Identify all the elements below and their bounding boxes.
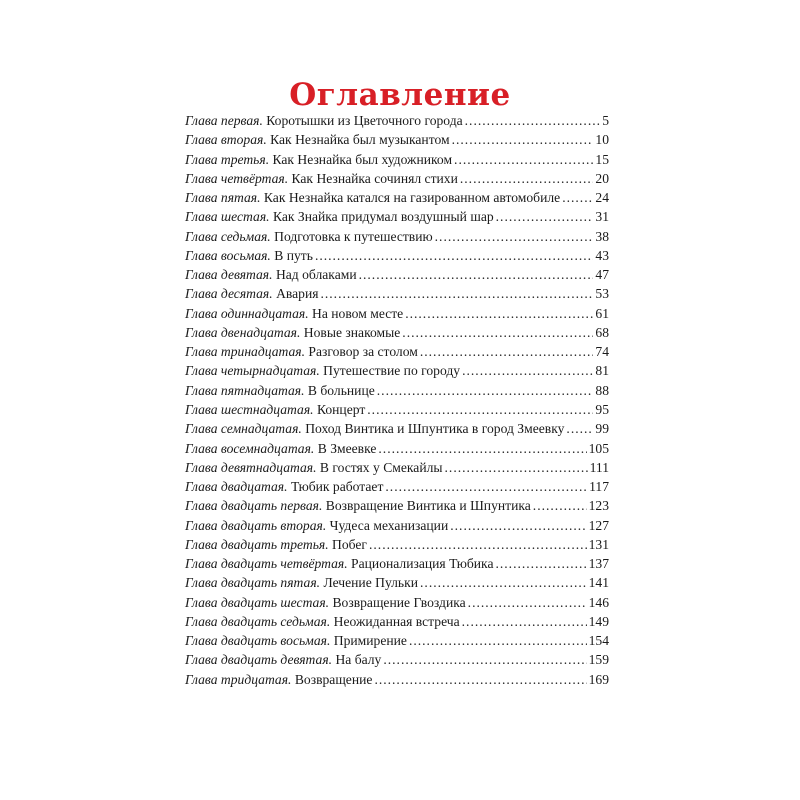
- page-number: 131: [588, 536, 609, 552]
- page-number: 10: [595, 132, 609, 148]
- chapter-label: Глава первая.: [185, 113, 263, 128]
- page-number: 20: [595, 170, 609, 186]
- toc-entry: [185, 207, 609, 226]
- page-number: 61: [595, 305, 609, 321]
- chapter-title: Примирение: [333, 633, 407, 649]
- page-number: 141: [588, 575, 609, 591]
- chapter-title: Коротышки из Цветочного города: [266, 113, 463, 128]
- dot-leader: [533, 496, 587, 515]
- toc-entry: [185, 650, 609, 669]
- toc-entry: [185, 439, 609, 458]
- toc-entry: [185, 554, 609, 573]
- dot-leader: [420, 573, 587, 592]
- toc-entry: [185, 612, 609, 631]
- dot-leader: [409, 631, 587, 650]
- chapter-label: Глава девятая.: [185, 267, 273, 283]
- chapter-title: Чудеса механизации: [329, 517, 449, 533]
- chapter-label: Глава одиннадцатая.: [185, 305, 309, 321]
- chapter-label: Глава восьмая.: [185, 247, 271, 263]
- chapter-title: Авария: [276, 286, 319, 302]
- chapter-label: Глава шестая.: [185, 209, 270, 225]
- dot-leader: [496, 207, 594, 226]
- chapter-title: Поход Винтика и Шпунтика в город Змеевку: [305, 421, 565, 437]
- chapter-title: Возвращение Винтика и Шпунтика: [325, 498, 531, 514]
- toc-entry: [185, 458, 609, 477]
- dot-leader: [566, 419, 593, 438]
- toc-entry: [185, 516, 609, 535]
- page-number: 169: [588, 671, 609, 687]
- chapter-label: Глава девятнадцатая.: [185, 459, 317, 475]
- page-number: 159: [588, 652, 609, 668]
- chapter-label: Глава третья.: [185, 151, 270, 167]
- chapter-title: Как Незнайка сочинял стихи: [291, 170, 458, 186]
- page-title: Оглавление: [289, 76, 511, 113]
- chapter-label: Глава тридцатая.: [185, 671, 292, 687]
- toc-entry: [185, 573, 609, 592]
- toc-entry: [185, 670, 609, 689]
- chapter-label: Глава двадцать седьмая.: [185, 613, 331, 629]
- toc-entry: [185, 631, 609, 650]
- page-number: 24: [595, 190, 609, 206]
- toc-entry: [185, 400, 609, 419]
- page-number: 15: [595, 151, 609, 167]
- page-number: 154: [588, 633, 609, 649]
- chapter-label: Глава двадцать девятая.: [185, 652, 333, 668]
- toc-entry: [185, 265, 609, 284]
- chapter-title: Возвращение Гвоздика: [332, 594, 466, 610]
- toc-entry: [185, 593, 609, 612]
- chapter-label: Глава двадцать шестая.: [185, 594, 330, 610]
- chapter-label: Глава двенадцатая.: [185, 324, 301, 340]
- chapter-title: Неожиданная встреча: [333, 613, 460, 629]
- page-number: 88: [595, 382, 609, 398]
- chapter-label: Глава восемнадцатая.: [185, 440, 315, 456]
- dot-leader: [460, 169, 594, 188]
- toc-entry: [185, 342, 609, 361]
- toc-entry: [185, 477, 609, 496]
- page-number: 105: [588, 440, 609, 456]
- toc-entry: [185, 381, 609, 400]
- dot-leader: [374, 670, 586, 689]
- toc-entry: [185, 130, 609, 149]
- toc-entry: [185, 361, 609, 380]
- dot-leader: [435, 227, 594, 246]
- toc-entry: [185, 169, 609, 188]
- toc-entry: [185, 150, 609, 169]
- table-of-contents: [185, 111, 609, 689]
- chapter-title: Как Незнайка катался на газированном автомобиле: [263, 190, 561, 206]
- dot-leader: [562, 188, 593, 207]
- toc-entry: [185, 188, 609, 207]
- toc-entry: [185, 323, 609, 342]
- chapter-title: Над облаками: [275, 267, 357, 283]
- toc-entry: [185, 535, 609, 554]
- dot-leader: [367, 400, 593, 419]
- dot-leader: [468, 593, 587, 612]
- chapter-label: Глава двадцать вторая.: [185, 517, 327, 533]
- page-number: 43: [595, 247, 609, 263]
- dot-leader: [405, 304, 593, 323]
- dot-leader: [385, 477, 587, 496]
- dot-leader: [320, 284, 593, 303]
- chapter-title: Побег: [332, 536, 367, 552]
- chapter-title: Как Незнайка был художником: [272, 151, 453, 167]
- chapter-label: Глава двадцать третья.: [185, 536, 329, 552]
- dot-leader: [420, 342, 594, 361]
- chapter-title: Как Знайка придумал воздушный шар: [272, 209, 494, 225]
- dot-leader: [369, 535, 587, 554]
- dot-leader: [450, 516, 586, 535]
- chapter-title: Возвращение: [294, 671, 373, 687]
- chapter-title: Разговор за столом: [308, 344, 418, 360]
- chapter-label: Глава двадцать четвёртая.: [185, 556, 348, 572]
- toc-entry: [185, 227, 609, 246]
- chapter-title: В больнице: [307, 382, 375, 398]
- chapter-title: В путь: [274, 247, 313, 263]
- dot-leader: [359, 265, 594, 284]
- toc-entry: [185, 284, 609, 303]
- dot-leader: [465, 111, 601, 130]
- page-number: 38: [595, 228, 609, 244]
- toc-entry: [185, 246, 609, 265]
- page-number: 137: [588, 556, 609, 572]
- chapter-title: Путешествие по городу: [323, 363, 461, 379]
- chapter-title: Рационализация Тюбика: [351, 556, 494, 572]
- chapter-label: Глава пятнадцатая.: [185, 382, 305, 398]
- page-number: 146: [588, 594, 609, 610]
- toc-entry: [185, 111, 609, 130]
- chapter-title: Лечение Пульки: [323, 575, 419, 591]
- chapter-label: Глава четырнадцатая.: [185, 363, 320, 379]
- page-number: 95: [595, 401, 609, 417]
- page-number: 81: [595, 363, 609, 379]
- page-number: 47: [595, 267, 609, 283]
- page-number: 53: [595, 286, 609, 302]
- chapter-label: Глава двадцать первая.: [185, 498, 323, 514]
- chapter-title: В Змеевке: [317, 440, 377, 456]
- chapter-title: На новом месте: [312, 305, 404, 321]
- chapter-title: Концерт: [316, 401, 366, 417]
- chapter-label: Глава шестнадцатая.: [185, 401, 314, 417]
- dot-leader: [454, 150, 593, 169]
- page-number: 99: [595, 421, 609, 437]
- chapter-label: Глава двадцать пятая.: [185, 575, 321, 591]
- page-number: 123: [588, 498, 609, 514]
- chapter-title: Новые знакомые: [303, 324, 401, 340]
- page-number: 127: [588, 517, 609, 533]
- chapter-label: Глава четвёртая.: [185, 170, 289, 186]
- dot-leader: [315, 246, 593, 265]
- chapter-label: Глава тринадцатая.: [185, 344, 305, 360]
- dot-leader: [383, 650, 586, 669]
- chapter-title: Подготовка к путешествию: [274, 228, 433, 244]
- dot-leader: [495, 554, 586, 573]
- chapter-label: Глава пятая.: [185, 190, 261, 206]
- chapter-title: Как Незнайка был музыкантом: [270, 132, 450, 148]
- page-number: 149: [588, 613, 609, 629]
- page-number: 31: [595, 209, 609, 225]
- chapter-title: На балу: [335, 652, 382, 668]
- dot-leader: [452, 130, 594, 149]
- dot-leader: [377, 381, 594, 400]
- page-number: 111: [589, 459, 609, 475]
- toc-entry: [185, 496, 609, 515]
- page-number: 5: [602, 113, 609, 128]
- chapter-label: Глава седьмая.: [185, 228, 271, 244]
- dot-leader: [462, 612, 587, 631]
- page-number: 117: [589, 479, 609, 495]
- dot-leader: [378, 439, 586, 458]
- page-number: 68: [595, 324, 609, 340]
- chapter-title: В гостях у Смекайлы: [319, 459, 443, 475]
- chapter-label: Глава двадцать восьмая.: [185, 633, 331, 649]
- chapter-label: Глава двадцатая.: [185, 479, 288, 495]
- toc-entry: [185, 419, 609, 438]
- chapter-label: Глава семнадцатая.: [185, 421, 302, 437]
- toc-entry: [185, 304, 609, 323]
- chapter-label: Глава десятая.: [185, 286, 273, 302]
- dot-leader: [445, 458, 588, 477]
- dot-leader: [402, 323, 593, 342]
- page-number: 74: [595, 344, 609, 360]
- chapter-label: Глава вторая.: [185, 132, 267, 148]
- chapter-title: Тюбик работает: [290, 479, 384, 495]
- dot-leader: [462, 361, 593, 380]
